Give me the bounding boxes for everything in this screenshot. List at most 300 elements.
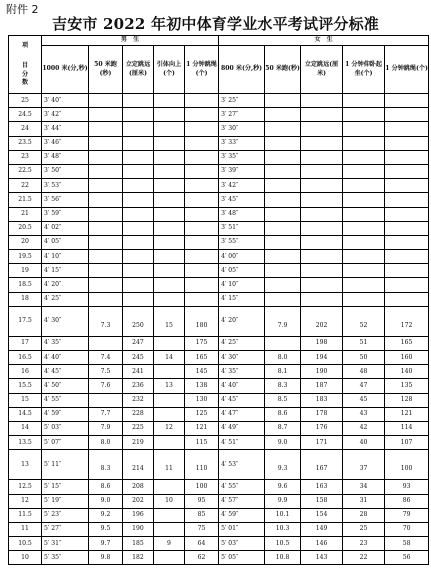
table-cell — [343, 193, 385, 207]
table-cell: 3′ 51″ — [219, 221, 265, 235]
male-1000m-header: 1000 米(分,秒) — [42, 46, 89, 94]
table-cell: 5′ 03″ — [42, 421, 89, 435]
table-cell — [343, 150, 385, 164]
table-cell: 9.5 — [89, 522, 123, 536]
table-cell: 183 — [301, 393, 343, 407]
table-cell: 100 — [385, 450, 429, 480]
table-cell — [123, 108, 154, 122]
table-cell: 202 — [301, 306, 343, 336]
table-cell — [343, 207, 385, 221]
table-cell: 232 — [123, 393, 154, 407]
table-cell — [123, 94, 154, 108]
table-cell: 3′ 30″ — [219, 122, 265, 136]
table-cell: 165 — [385, 336, 429, 350]
table-cell — [265, 108, 301, 122]
table-cell: 9.3 — [265, 450, 301, 480]
score-cell: 17.5 — [9, 306, 42, 336]
score-cell: 23.5 — [9, 136, 42, 150]
table-row — [9, 551, 429, 565]
table-cell: 7.9 — [89, 421, 123, 435]
table-cell: 7.6 — [89, 379, 123, 393]
table-cell — [89, 221, 123, 235]
table-row — [9, 122, 429, 136]
table-row — [9, 193, 429, 207]
table-cell: 100 — [185, 480, 219, 494]
table-cell: 3′ 25″ — [219, 94, 265, 108]
table-cell: 121 — [185, 421, 219, 435]
table-cell: 40 — [343, 436, 385, 450]
table-cell — [385, 136, 429, 150]
table-cell: 14 — [154, 351, 185, 365]
score-cell: 16 — [9, 365, 42, 379]
table-cell: 12 — [154, 421, 185, 435]
table-cell — [123, 207, 154, 221]
table-cell — [301, 150, 343, 164]
table-cell — [185, 207, 219, 221]
table-cell — [154, 336, 185, 350]
table-cell: 5′ 11″ — [42, 450, 89, 480]
table-cell — [154, 480, 185, 494]
score-cell: 13 — [9, 450, 42, 480]
table-cell: 4′ 49″ — [219, 421, 265, 435]
table-cell: 9.9 — [265, 494, 301, 508]
table-row — [9, 436, 429, 450]
table-cell — [385, 207, 429, 221]
table-cell — [265, 250, 301, 264]
table-row — [9, 264, 429, 278]
table-cell — [154, 235, 185, 249]
table-cell: 4′ 40″ — [42, 351, 89, 365]
female-situp-header: 1 分钟仰卧起坐(个) — [343, 46, 385, 94]
table-cell: 5′ 35″ — [42, 551, 89, 565]
table-cell — [123, 179, 154, 193]
table-cell: 140 — [385, 365, 429, 379]
table-cell: 4′ 40″ — [219, 379, 265, 393]
table-cell — [343, 108, 385, 122]
table-cell: 47 — [343, 379, 385, 393]
table-cell — [385, 235, 429, 249]
table-cell: 154 — [301, 508, 343, 522]
table-cell — [265, 150, 301, 164]
table-cell — [301, 164, 343, 178]
table-cell — [89, 193, 123, 207]
score-cell: 12.5 — [9, 480, 42, 494]
table-cell: 145 — [185, 365, 219, 379]
table-cell — [301, 250, 343, 264]
table-cell — [385, 94, 429, 108]
table-cell: 4′ 05″ — [42, 235, 89, 249]
table-row — [9, 393, 429, 407]
table-cell: 70 — [385, 522, 429, 536]
table-cell: 22 — [343, 551, 385, 565]
table-cell: 8.7 — [265, 421, 301, 435]
table-cell — [301, 292, 343, 306]
table-cell: 42 — [343, 421, 385, 435]
table-row — [9, 450, 429, 480]
table-cell: 75 — [185, 522, 219, 536]
female-group-header: 女 生 — [219, 36, 429, 46]
table-cell: 58 — [385, 537, 429, 551]
table-cell: 4′ 35″ — [219, 365, 265, 379]
table-row — [9, 150, 429, 164]
table-cell — [301, 235, 343, 249]
table-cell: 7.4 — [89, 351, 123, 365]
table-row — [9, 94, 429, 108]
table-cell: 5′ 15″ — [42, 480, 89, 494]
score-cell: 18.5 — [9, 278, 42, 292]
table-cell: 128 — [385, 393, 429, 407]
table-cell: 172 — [385, 306, 429, 336]
table-cell — [123, 278, 154, 292]
table-cell: 121 — [385, 407, 429, 421]
table-cell: 93 — [385, 480, 429, 494]
table-cell: 178 — [301, 407, 343, 421]
table-cell — [154, 221, 185, 235]
table-cell: 25 — [343, 522, 385, 536]
score-cell: 21.5 — [9, 193, 42, 207]
table-cell: 37 — [343, 450, 385, 480]
table-cell — [301, 193, 343, 207]
table-cell: 13 — [154, 379, 185, 393]
table-cell — [89, 122, 123, 136]
table-cell: 9.0 — [89, 494, 123, 508]
table-cell — [185, 179, 219, 193]
score-header-line: 分 — [21, 70, 29, 78]
table-cell — [89, 207, 123, 221]
table-cell — [154, 393, 185, 407]
table-row — [9, 379, 429, 393]
table-cell: 180 — [185, 306, 219, 336]
table-cell — [89, 250, 123, 264]
table-cell: 62 — [185, 551, 219, 565]
score-cell: 11.5 — [9, 508, 42, 522]
score-cell: 25 — [9, 94, 42, 108]
table-cell: 5′ 31″ — [42, 537, 89, 551]
table-cell: 4′ 05″ — [219, 264, 265, 278]
table-cell: 135 — [385, 379, 429, 393]
table-cell — [154, 207, 185, 221]
table-row — [9, 537, 429, 551]
table-cell — [301, 136, 343, 150]
table-cell: 241 — [123, 365, 154, 379]
score-cell: 24.5 — [9, 108, 42, 122]
table-cell: 171 — [301, 436, 343, 450]
table-cell — [89, 292, 123, 306]
table-cell — [154, 250, 185, 264]
score-cell: 23 — [9, 150, 42, 164]
table-cell: 45 — [343, 393, 385, 407]
table-cell: 5′ 23″ — [42, 508, 89, 522]
table-cell: 9.2 — [89, 508, 123, 522]
table-cell: 228 — [123, 407, 154, 421]
table-row — [9, 351, 429, 365]
table-cell: 10.1 — [265, 508, 301, 522]
table-cell: 3′ 46″ — [42, 136, 89, 150]
table-cell: 167 — [301, 450, 343, 480]
table-cell — [154, 108, 185, 122]
table-cell — [265, 136, 301, 150]
table-cell: 23 — [343, 537, 385, 551]
table-cell: 8.0 — [265, 351, 301, 365]
table-cell — [385, 193, 429, 207]
table-cell: 185 — [123, 537, 154, 551]
table-cell: 5′ 05″ — [219, 551, 265, 565]
table-cell: 8.5 — [265, 393, 301, 407]
table-cell — [154, 179, 185, 193]
table-cell: 187 — [301, 379, 343, 393]
table-cell — [123, 235, 154, 249]
male-pullup-header: 引体向上(个) — [154, 46, 185, 94]
table-cell: 163 — [301, 480, 343, 494]
table-cell: 196 — [123, 508, 154, 522]
female-50m-header: 50 米跑(秒) — [265, 46, 301, 94]
table-cell: 79 — [385, 508, 429, 522]
table-cell — [343, 278, 385, 292]
table-cell — [343, 264, 385, 278]
score-cell: 11 — [9, 522, 42, 536]
table-cell: 5′ 07″ — [42, 436, 89, 450]
table-cell — [385, 179, 429, 193]
header-row-groups — [9, 36, 429, 46]
table-cell: 3′ 44″ — [42, 122, 89, 136]
table-cell — [385, 278, 429, 292]
table-cell — [265, 179, 301, 193]
table-cell — [89, 393, 123, 407]
table-cell: 245 — [123, 351, 154, 365]
table-row — [9, 136, 429, 150]
table-cell — [89, 235, 123, 249]
female-long-jump-header: 立定跳远(厘米) — [301, 46, 343, 94]
table-cell: 176 — [301, 421, 343, 435]
score-cell: 19.5 — [9, 250, 42, 264]
table-cell: 3′ 35″ — [219, 150, 265, 164]
table-cell: 64 — [185, 537, 219, 551]
table-cell: 56 — [385, 551, 429, 565]
table-cell — [265, 94, 301, 108]
page-title: 吉安市 2022 年初中体育学业水平考试评分标准 — [52, 15, 379, 33]
table-cell: 107 — [385, 436, 429, 450]
table-cell: 194 — [301, 351, 343, 365]
table-cell: 10.5 — [265, 537, 301, 551]
table-cell: 10 — [154, 494, 185, 508]
table-cell: 160 — [385, 351, 429, 365]
table-cell: 190 — [301, 365, 343, 379]
score-cell: 15.5 — [9, 379, 42, 393]
male-group-header: 男 生 — [42, 36, 219, 46]
table-cell: 50 — [343, 351, 385, 365]
male-50m-header: 50 米跑(秒) — [89, 46, 123, 94]
table-cell: 236 — [123, 379, 154, 393]
table-cell: 125 — [185, 407, 219, 421]
table-cell — [343, 221, 385, 235]
table-cell — [265, 122, 301, 136]
table-cell — [343, 122, 385, 136]
table-row — [9, 250, 429, 264]
score-cell: 17 — [9, 336, 42, 350]
table-cell: 15 — [154, 306, 185, 336]
table-cell — [123, 221, 154, 235]
table-cell: 9.0 — [265, 436, 301, 450]
table-cell: 8.6 — [265, 407, 301, 421]
table-cell — [265, 278, 301, 292]
table-cell — [154, 508, 185, 522]
table-cell: 3′ 50″ — [42, 164, 89, 178]
table-cell — [89, 136, 123, 150]
table-cell: 3′ 56″ — [42, 193, 89, 207]
score-header-line: 数 — [21, 78, 29, 86]
table-cell: 5′ 19″ — [42, 494, 89, 508]
table-cell: 208 — [123, 480, 154, 494]
score-cell: 22 — [9, 179, 42, 193]
table-row — [9, 235, 429, 249]
table-row — [9, 164, 429, 178]
table-cell: 5′ 01″ — [219, 522, 265, 536]
table-cell: 8.1 — [265, 365, 301, 379]
male-rope-header: 1 分钟跳绳(个) — [185, 46, 219, 94]
table-cell — [265, 235, 301, 249]
table-cell: 4′ 10″ — [219, 278, 265, 292]
table-cell — [123, 264, 154, 278]
table-cell — [154, 278, 185, 292]
table-cell — [123, 164, 154, 178]
table-cell: 182 — [123, 551, 154, 565]
table-cell — [185, 278, 219, 292]
table-cell — [265, 264, 301, 278]
table-row — [9, 365, 429, 379]
table-cell — [385, 122, 429, 136]
table-cell — [343, 164, 385, 178]
score-cell: 24 — [9, 122, 42, 136]
score-cell: 22.5 — [9, 164, 42, 178]
table-cell — [343, 94, 385, 108]
table-cell: 28 — [343, 508, 385, 522]
table-cell: 214 — [123, 450, 154, 480]
table-row — [9, 278, 429, 292]
table-cell: 4′ 20″ — [42, 278, 89, 292]
table-cell: 4′ 59″ — [42, 407, 89, 421]
score-cell: 14.5 — [9, 407, 42, 421]
table-cell — [154, 193, 185, 207]
table-cell: 7.5 — [89, 365, 123, 379]
score-cell: 18 — [9, 292, 42, 306]
table-cell — [123, 292, 154, 306]
table-row — [9, 522, 429, 536]
table-cell — [185, 292, 219, 306]
table-cell: 4′ 10″ — [42, 250, 89, 264]
table-cell: 130 — [185, 393, 219, 407]
score-cell: 19 — [9, 264, 42, 278]
table-cell — [185, 264, 219, 278]
table-cell — [385, 264, 429, 278]
table-cell — [185, 136, 219, 150]
table-cell — [123, 122, 154, 136]
table-cell — [154, 136, 185, 150]
table-cell — [343, 292, 385, 306]
table-cell: 115 — [185, 436, 219, 450]
table-cell: 9.6 — [265, 480, 301, 494]
table-cell: 4′ 45″ — [219, 393, 265, 407]
table-cell — [154, 122, 185, 136]
table-cell: 11 — [154, 450, 185, 480]
female-800m-header: 800 米(分,秒) — [219, 46, 265, 94]
table-cell: 219 — [123, 436, 154, 450]
score-cell: 13.5 — [9, 436, 42, 450]
table-cell: 190 — [123, 522, 154, 536]
score-cell: 10 — [9, 551, 42, 565]
table-cell — [123, 250, 154, 264]
table-cell — [89, 164, 123, 178]
table-cell: 3′ 27″ — [219, 108, 265, 122]
table-cell: 175 — [185, 336, 219, 350]
table-cell — [301, 94, 343, 108]
table-cell — [154, 94, 185, 108]
table-cell: 4′ 55″ — [219, 480, 265, 494]
table-cell: 4′ 47″ — [219, 407, 265, 421]
table-cell — [385, 292, 429, 306]
table-cell: 4′ 35″ — [42, 336, 89, 350]
table-cell: 8.3 — [89, 450, 123, 480]
table-cell: 250 — [123, 306, 154, 336]
table-cell: 34 — [343, 480, 385, 494]
score-cell: 20.5 — [9, 221, 42, 235]
table-cell: 158 — [301, 494, 343, 508]
table-cell — [89, 336, 123, 350]
table-cell — [154, 407, 185, 421]
attachment-label: 附件 2 — [6, 3, 39, 16]
table-row — [9, 207, 429, 221]
table-cell: 5′ 27″ — [42, 522, 89, 536]
table-cell — [301, 264, 343, 278]
table-cell: 4′ 15″ — [42, 264, 89, 278]
score-header-line: 项 — [21, 42, 29, 50]
table-cell: 95 — [185, 494, 219, 508]
table-cell: 4′ 25″ — [42, 292, 89, 306]
table-cell: 3′ 40″ — [42, 94, 89, 108]
table-row — [9, 480, 429, 494]
table-cell — [154, 150, 185, 164]
table-cell — [185, 221, 219, 235]
table-cell: 110 — [185, 450, 219, 480]
table-cell: 51 — [343, 336, 385, 350]
table-cell: 114 — [385, 421, 429, 435]
table-cell: 9 — [154, 537, 185, 551]
table-cell: 165 — [185, 351, 219, 365]
table-cell: 43 — [343, 407, 385, 421]
table-cell — [89, 278, 123, 292]
table-cell: 202 — [123, 494, 154, 508]
table-cell: 7.9 — [265, 306, 301, 336]
scoring-table — [8, 35, 429, 565]
table-cell — [123, 193, 154, 207]
table-cell — [185, 193, 219, 207]
table-cell: 4′ 50″ — [42, 379, 89, 393]
table-cell: 3′ 48″ — [219, 207, 265, 221]
table-cell — [301, 221, 343, 235]
table-cell: 8.3 — [265, 379, 301, 393]
table-cell: 3′ 45″ — [219, 193, 265, 207]
table-cell — [154, 522, 185, 536]
table-cell: 48 — [343, 365, 385, 379]
table-cell — [343, 136, 385, 150]
table-cell: 146 — [301, 537, 343, 551]
table-cell — [89, 94, 123, 108]
table-cell: 3′ 42″ — [42, 108, 89, 122]
table-cell: 3′ 59″ — [42, 207, 89, 221]
table-cell: 52 — [343, 306, 385, 336]
table-row — [9, 306, 429, 336]
table-row — [9, 508, 429, 522]
table-row — [9, 292, 429, 306]
